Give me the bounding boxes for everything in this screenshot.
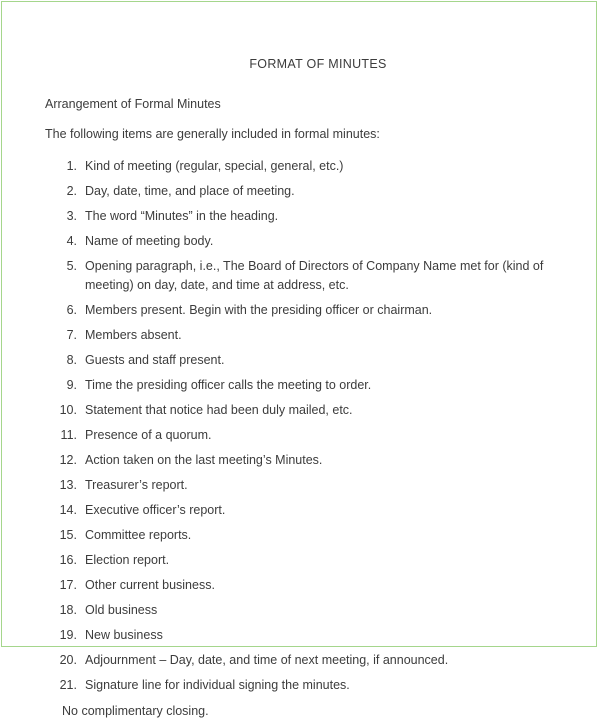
list-item-text: Other current business. xyxy=(85,578,215,592)
list-item-text: Day, date, time, and place of meeting. xyxy=(85,184,295,198)
list-item xyxy=(0,626,600,645)
list-item xyxy=(0,401,600,420)
list-item xyxy=(0,501,600,520)
list-item-text: Kind of meeting (regular, special, general, etc.) xyxy=(85,159,343,173)
closing-note: No complimentary closing. xyxy=(0,701,600,720)
list-item-text: Members present. Begin with the presiding officer or chairman. xyxy=(85,303,432,317)
list-item xyxy=(0,301,600,320)
document-subtitle: Arrangement of Formal Minutes xyxy=(0,71,600,111)
list-item-text: Guests and staff present. xyxy=(85,353,224,367)
list-item-text: Old business xyxy=(85,603,157,617)
list-item xyxy=(0,576,600,595)
list-item xyxy=(0,676,600,695)
list-item xyxy=(0,376,600,395)
list-item-text: Treasurer’s report. xyxy=(85,478,188,492)
list-item-number: 9. xyxy=(55,376,77,395)
list-item-text: Adjournment – Day, date, and time of next meeting, if announced. xyxy=(85,653,448,667)
list-item xyxy=(0,257,600,294)
list-item-text: New business xyxy=(85,628,163,642)
list-item-number: 8. xyxy=(55,351,77,370)
list-item xyxy=(0,551,600,570)
page-title: FORMAT OF MINUTES xyxy=(0,0,600,71)
list-item xyxy=(0,451,600,470)
list-item-text: Statement that notice had been duly mailed, etc. xyxy=(85,403,353,417)
list-item-number: 12. xyxy=(55,451,77,470)
list-item xyxy=(0,232,600,251)
minutes-items-list xyxy=(0,141,600,694)
list-item xyxy=(0,651,600,670)
list-item-number: 7. xyxy=(55,326,77,345)
list-item-number: 5. xyxy=(55,257,77,276)
list-item xyxy=(0,207,600,226)
list-item-number: 6. xyxy=(55,301,77,320)
list-item-text: Opening paragraph, i.e., The Board of Directors of Company Name met for (kind of meeting) on day, date, and time at address, etc. xyxy=(85,259,543,292)
list-item xyxy=(0,157,600,176)
list-item-number: 3. xyxy=(55,207,77,226)
list-item-text: Action taken on the last meeting’s Minutes. xyxy=(85,453,322,467)
list-item-number: 2. xyxy=(55,182,77,201)
list-item-number: 14. xyxy=(55,501,77,520)
list-item xyxy=(0,426,600,445)
list-item xyxy=(0,182,600,201)
list-item xyxy=(0,526,600,545)
list-item-number: 13. xyxy=(55,476,77,495)
list-item-text: Election report. xyxy=(85,553,169,567)
list-item-number: 20. xyxy=(55,651,77,670)
list-item-text: The word “Minutes” in the heading. xyxy=(85,209,278,223)
list-item-number: 1. xyxy=(55,157,77,176)
list-item xyxy=(0,351,600,370)
list-item xyxy=(0,476,600,495)
list-item-text: Executive officer’s report. xyxy=(85,503,225,517)
list-item-text: Signature line for individual signing the minutes. xyxy=(85,678,350,692)
list-item-text: Presence of a quorum. xyxy=(85,428,211,442)
list-item-text: Time the presiding officer calls the meeting to order. xyxy=(85,378,371,392)
list-item-number: 18. xyxy=(55,601,77,620)
list-item-number: 19. xyxy=(55,626,77,645)
list-item-text: Members absent. xyxy=(85,328,182,342)
list-item-number: 15. xyxy=(55,526,77,545)
list-item-number: 17. xyxy=(55,576,77,595)
list-item-number: 11. xyxy=(55,426,77,445)
list-item-number: 16. xyxy=(55,551,77,570)
list-item-text: Name of meeting body. xyxy=(85,234,213,248)
list-item xyxy=(0,601,600,620)
list-item-text: Committee reports. xyxy=(85,528,191,542)
list-item-number: 10. xyxy=(55,401,77,420)
document-intro-text: The following items are generally included in formal minutes: xyxy=(0,111,600,141)
list-item-number: 4. xyxy=(55,232,77,251)
list-item xyxy=(0,326,600,345)
list-item-number: 21. xyxy=(55,676,77,695)
